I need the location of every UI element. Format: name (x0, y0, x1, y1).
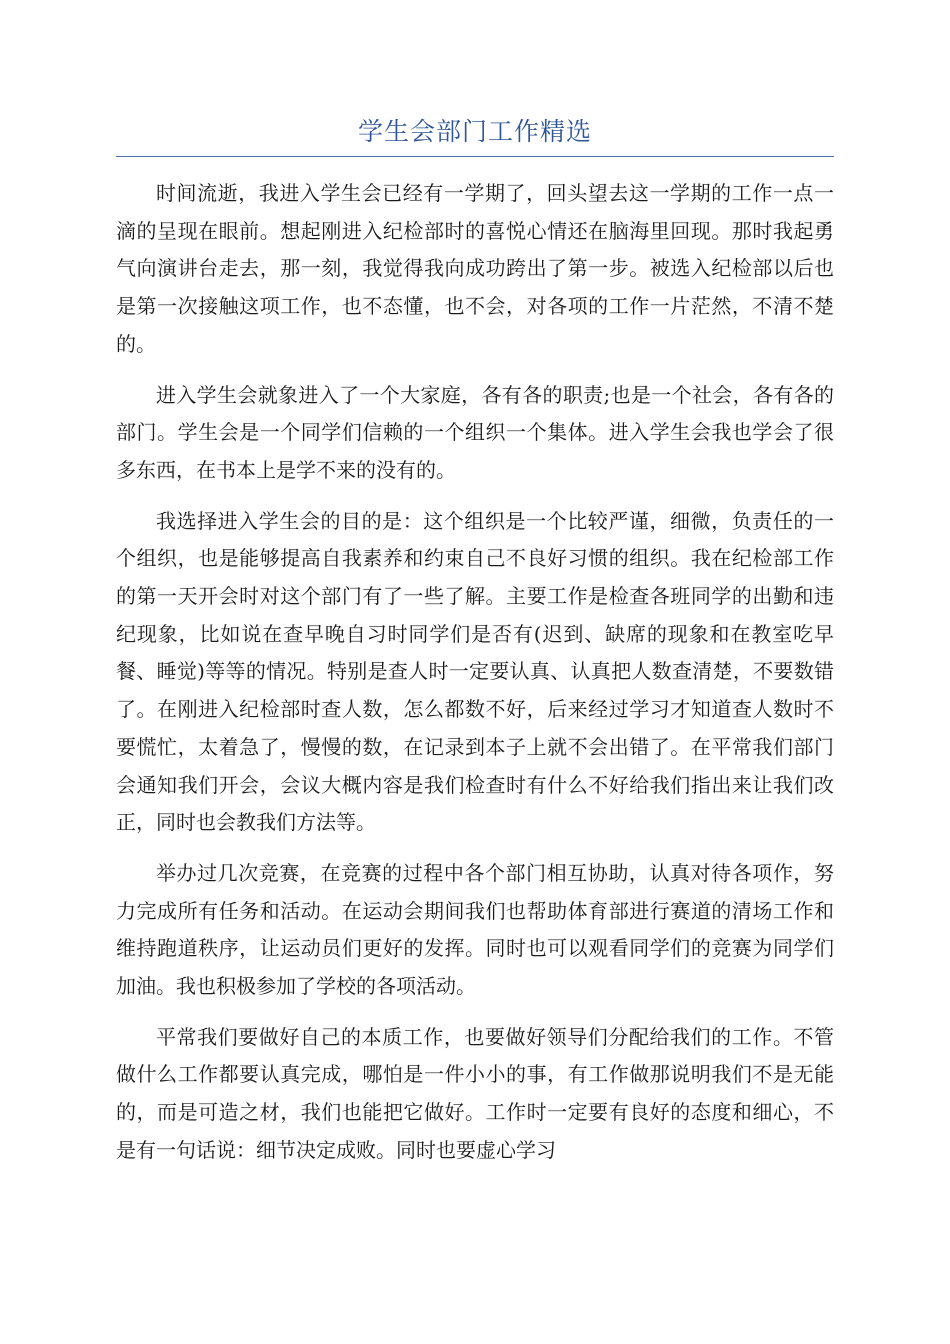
paragraph-3: 我选择进入学生会的目的是：这个组织是一个比较严谨，细微，负责任的一个组织，也是能够提高自我素养和约束自己不良好习惯的组织。我在纪检部工作的第一天开会时对这个部门有了一些了解。主要工作是检查各班同学的出勤和违纪现象，比如说在查早晚自习时同学们是否有(迟到、缺席的现象和在教室吃早餐、睡觉)等等的情况。特别是查人时一定要认真、认真把人数查清楚，不要数错了。在刚进入纪检部时查人数，怎么都数不好，后来经过学习才知道查人数时不要慌忙，太着急了，慢慢的数，在记录到本子上就不会出错了。在平常我们部门会通知我们开会，会议大概内容是我们检查时有什么不好给我们指出来让我们改正，同时也会教我们方法等。 (116, 508, 834, 835)
paragraph-5: 平常我们要做好自己的本质工作，也要做好领导们分配给我们的工作。不管做什么工作都要认真完成，哪怕是一件小小的事，有工作做那说明我们不是无能的，而是可造之材，我们也能把它做好。工作时一定要有良好的态度和细心，不是有一句话说：细节决定成败。同时也要虚心学习 (116, 1024, 834, 1162)
paragraph-1: 时间流逝，我进入学生会已经有一学期了，回头望去这一学期的工作一点一滴的呈现在眼前。想起刚进入纪检部时的喜悦心情还在脑海里回现。那时我起勇气向演讲台走去，那一刻，我觉得我向成功跨出了第一步。被选入纪检部以后也是第一次接触这项工作，也不态懂，也不会，对各项的工作一片茫然，不清不楚的。 (116, 181, 834, 356)
document-title: 学生会部门工作精选 (357, 117, 592, 146)
paragraph-4: 举办过几次竞赛，在竞赛的过程中各个部门相互协助，认真对待各项作，努力完成所有任务和活动。在运动会期间我们也帮助体育部进行赛道的清场工作和维持跑道秩序，让运动员们更好的发挥。同时也可以观看同学们的竞赛为同学们加油。我也积极参加了学校的各项活动。 (116, 860, 834, 999)
title-block (116, 112, 834, 157)
document-body (116, 175, 834, 1183)
paragraph-2: 进入学生会就象进入了一个大家庭，各有各的职责;也是一个社会，各有各的部门。学生会是一个同学们信赖的一个组织一个集体。进入学生会我也学会了很多东西，在书本上是学不来的没有的。 (116, 382, 834, 482)
